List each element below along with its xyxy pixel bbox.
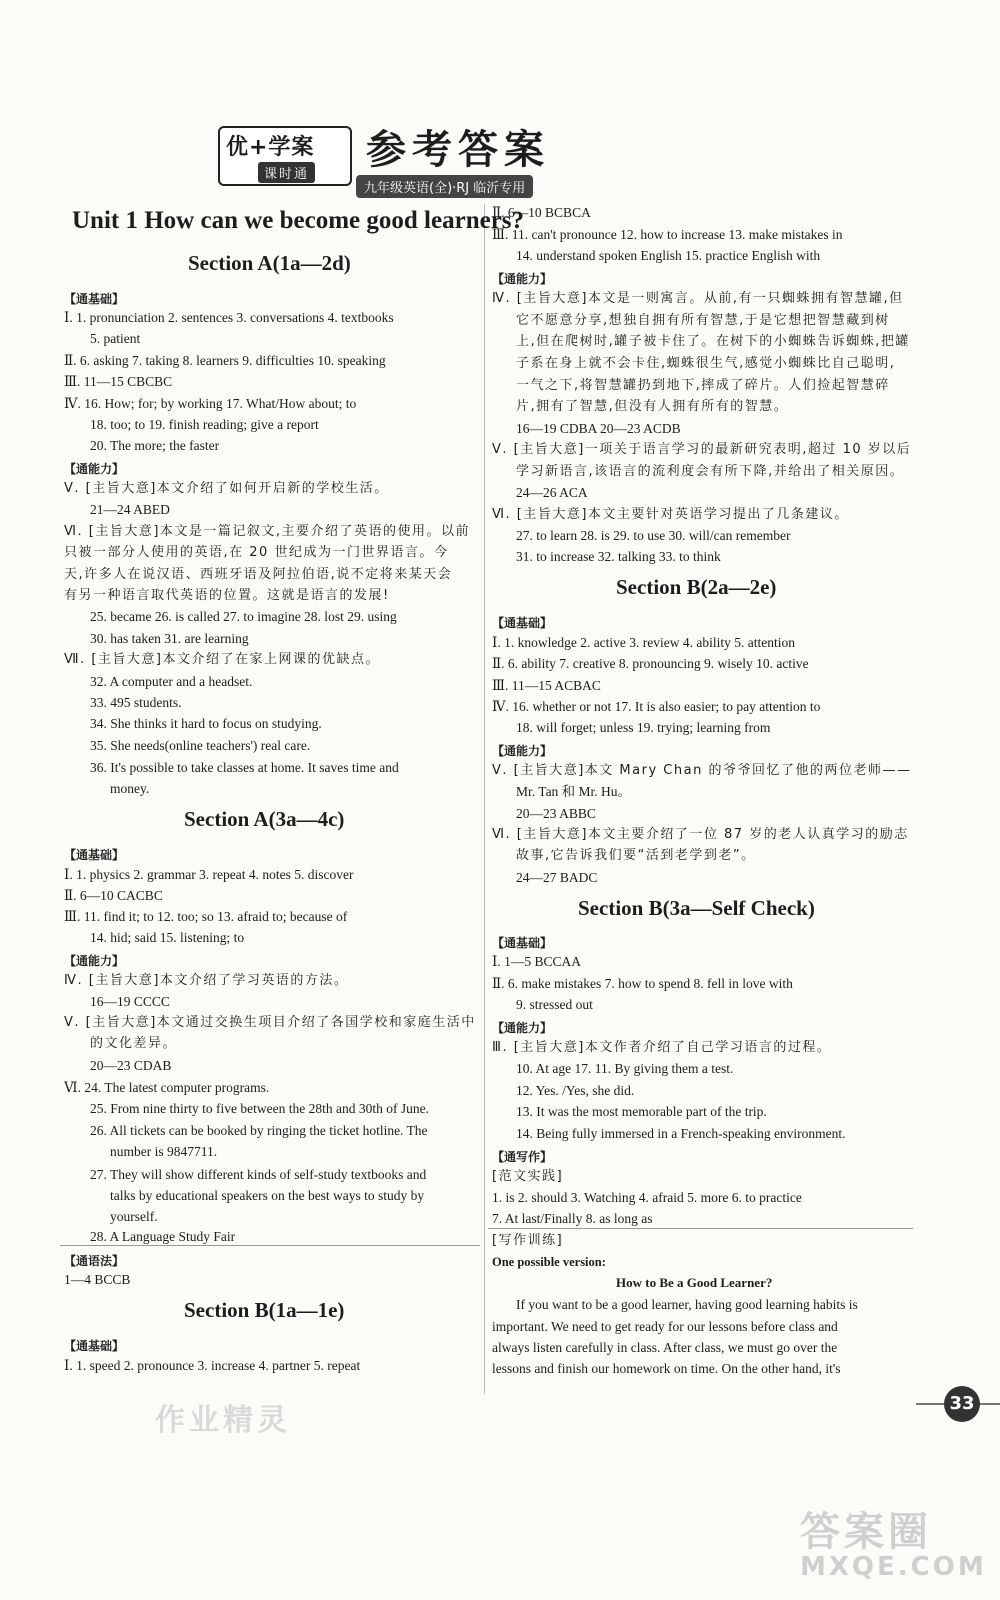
- section-heading: Section A(3a—4c): [184, 807, 345, 831]
- answer-line: Ⅵ. [主旨大意]本文主要针对英语学习提出了几条建议。: [492, 507, 849, 522]
- essay-line: If you want to be a good learner, having good learning habits is: [516, 1297, 858, 1312]
- answer-line: number is 9847711.: [110, 1144, 218, 1159]
- logo-subtext: 课时通: [258, 162, 315, 183]
- answer-line: 12. Yes. /Yes, she did.: [516, 1083, 635, 1098]
- watermark-bottom-right-url: MXQE.COM: [800, 1552, 987, 1582]
- section-heading: Section B(3a—Self Check): [578, 896, 815, 920]
- page-number: 33: [944, 1386, 980, 1422]
- answer-line: Ⅵ. [主旨大意]本文是一篇记叙文,主要介绍了英语的使用。以前: [64, 524, 471, 539]
- answer-line: Ⅲ. 11—15 CBCBC: [64, 374, 173, 389]
- answer-line: Ⅰ. 1. knowledge 2. active 3. review 4. ability 5. attention: [492, 635, 796, 650]
- answer-line: 20—23 ABBC: [516, 806, 596, 821]
- answer-line: 子系在身上就不会卡住,蜘蛛很生气,感觉小蜘蛛比自己聪明,: [516, 356, 896, 371]
- answer-line: One possible version:: [492, 1255, 606, 1269]
- answer-line: Ⅰ. 1. pronunciation 2. sentences 3. conversations 4. textbooks: [64, 310, 394, 325]
- unit-title: Unit 1 How can we become good learners?: [72, 207, 525, 234]
- page-title: 参考答案: [366, 127, 550, 173]
- answer-line: 18. will forget; unless 19. trying; learning from: [516, 720, 771, 735]
- answer-line: Ⅰ. 1—5 BCCAA: [492, 954, 581, 969]
- answer-line: 14. hid; said 15. listening; to: [90, 930, 245, 945]
- answer-line: 14. understand spoken English 15. practice English with: [516, 248, 821, 263]
- column-divider: [484, 204, 485, 1394]
- logo-text: 优+学案: [226, 135, 315, 160]
- page-subtitle: 九年级英语(全)·RJ 临沂专用: [356, 175, 533, 198]
- answer-line: 20. The more; the faster: [90, 438, 220, 453]
- divider: [488, 1228, 913, 1229]
- answer-line: 34. She thinks it hard to focus on studying.: [90, 716, 322, 731]
- answer-line: Ⅴ. [主旨大意]本文介绍了如何开启新的学校生活。: [64, 481, 389, 496]
- essay-line: lessons and finish our homework on time. On the other hand, it's: [492, 1361, 841, 1376]
- answer-line: Ⅲ. 11. can't pronounce 12. how to increase 13. make mistakes in: [492, 227, 843, 242]
- answer-line: 25. became 26. is called 27. to imagine 28. lost 29. using: [90, 609, 397, 624]
- answer-line: 16—19 CCCC: [90, 994, 170, 1009]
- category-label: 【通写作】: [492, 1150, 553, 1164]
- answer-line: Ⅴ. [主旨大意]一项关于语言学习的最新研究表明,超过 10 岁以后: [492, 442, 912, 457]
- category-label: 【通语法】: [64, 1254, 125, 1268]
- answer-line: 35. She needs(online teachers') real care.: [90, 738, 311, 753]
- answer-line: 26. All tickets can be booked by ringing the ticket hotline. The: [90, 1123, 428, 1138]
- answer-line: Ⅲ. 11. find it; to 12. too; so 13. afraid to; because of: [64, 909, 348, 924]
- answer-line: 1—4 BCCB: [64, 1272, 131, 1287]
- answer-line: 5. patient: [90, 331, 141, 346]
- section-heading: Section B(2a—2e): [616, 575, 777, 599]
- answer-line: Ⅳ. [主旨大意]本文介绍了学习英语的方法。: [64, 973, 349, 988]
- essay-line: always listen carefully in class. After class, we must go over the: [492, 1340, 838, 1355]
- answer-line: [写作训练]: [492, 1233, 564, 1248]
- answer-line: Ⅳ. 16. whether or not 17. It is also easier; to pay attention to: [492, 699, 821, 714]
- answer-line: 20—23 CDAB: [90, 1058, 172, 1073]
- answer-line: 片,拥有了智慧,但没有人拥有所有的智慧。: [516, 399, 789, 414]
- answer-line: Ⅱ. 6—10 BCBCA: [492, 205, 591, 220]
- answer-line: 27. to learn 28. is 29. to use 30. will/can remember: [516, 528, 791, 543]
- watermark-bottom-left: 作业精灵: [155, 1403, 291, 1438]
- answer-line: 天,许多人在说汉语、西班牙语及阿拉伯语,说不定将来某天会: [64, 567, 453, 582]
- category-label: 【通能力】: [64, 954, 125, 968]
- section-heading: Section A(1a—2d): [188, 251, 351, 275]
- category-label: 【通基础】: [64, 848, 125, 862]
- brand-logo: [218, 126, 352, 186]
- answer-line: 上,但在爬树时,罐子被卡住了。在树下的小蜘蛛告诉蜘蛛,把罐: [516, 334, 910, 349]
- answer-line: 24—26 ACA: [516, 485, 588, 500]
- answer-line: 7. At last/Finally 8. as long as: [492, 1211, 653, 1226]
- answer-line: 33. 495 students.: [90, 695, 182, 710]
- answer-line: 1. is 2. should 3. Watching 4. afraid 5. more 6. to practice: [492, 1190, 802, 1205]
- answer-line: yourself.: [110, 1209, 158, 1224]
- answer-line: 16—19 CDBA 20—23 ACDB: [516, 421, 681, 436]
- section-heading: Section B(1a—1e): [184, 1298, 345, 1322]
- answer-line: 24—27 BADC: [516, 870, 598, 885]
- answer-line: 21—24 ABED: [90, 502, 170, 517]
- answer-line: 27. They will show different kinds of self-study textbooks and: [90, 1167, 427, 1182]
- category-label: 【通基础】: [492, 936, 553, 950]
- answer-line: Ⅴ. [主旨大意]本文 Mary Chan 的爷爷回忆了他的两位老师——: [492, 763, 912, 778]
- answer-line: 只被一部分人使用的英语,在 20 世纪成为一门世界语言。今: [64, 545, 449, 560]
- essay-line: important. We need to get ready for our lessons before class and: [492, 1319, 838, 1334]
- answer-line: 它不愿意分享,想独自拥有所有智慧,于是它想把智慧藏到树: [516, 313, 890, 328]
- divider: [60, 1245, 480, 1246]
- answer-line: 有另一种语言取代英语的位置。这就是语言的发展!: [64, 588, 390, 603]
- answer-line: 30. has taken 31. are learning: [90, 631, 249, 646]
- answer-line: 25. From nine thirty to five between the 28th and 30th of June.: [90, 1101, 429, 1116]
- page-header: [218, 118, 578, 196]
- answer-line: 的文化差异。: [90, 1036, 178, 1051]
- answer-line: 学习新语言,该语言的流利度会有所下降,并给出了相关原因。: [516, 464, 905, 479]
- answer-line: Ⅲ. [主旨大意]本文作者介绍了自己学习语言的过程。: [492, 1040, 832, 1055]
- answer-line: 故事,它告诉我们要“活到老学到老”。: [516, 848, 756, 863]
- category-label: 【通能力】: [492, 744, 553, 758]
- answer-line: Ⅵ. [主旨大意]本文主要介绍了一位 87 岁的老人认真学习的励志: [492, 827, 909, 842]
- answer-line: Ⅱ. 6. ability 7. creative 8. pronouncing 9. wisely 10. active: [492, 656, 809, 671]
- answer-line: 10. At age 17. 11. By giving them a test.: [516, 1061, 734, 1076]
- answer-line: 32. A computer and a headset.: [90, 674, 253, 689]
- answer-line: 13. It was the most memorable part of the trip.: [516, 1104, 767, 1119]
- category-label: 【通基础】: [64, 292, 125, 306]
- answer-line: Ⅵ. 24. The latest computer programs.: [64, 1080, 270, 1095]
- answer-line: Ⅰ. 1. physics 2. grammar 3. repeat 4. notes 5. discover: [64, 867, 354, 882]
- answer-line: Ⅴ. [主旨大意]本文通过交换生项目介绍了各国学校和家庭生活中: [64, 1015, 476, 1030]
- answer-line: Ⅱ. 6—10 CACBC: [64, 888, 163, 903]
- answer-line: 14. Being fully immersed in a French-speaking environment.: [516, 1126, 846, 1141]
- answer-line: [范文实践]: [492, 1169, 564, 1184]
- answer-line: money.: [110, 781, 150, 796]
- answer-line: 一气之下,将智慧罐扔到地下,摔成了碎片。人们捡起智慧碎: [516, 378, 890, 393]
- category-label: 【通能力】: [64, 462, 125, 476]
- answer-line: Ⅳ. 16. How; for; by working 17. What/How about; to: [64, 396, 357, 411]
- category-label: 【通基础】: [492, 616, 553, 630]
- answer-line: talks by educational speakers on the best ways to study by: [110, 1188, 425, 1203]
- answer-line: 31. to increase 32. talking 33. to think: [516, 549, 721, 564]
- category-label: 【通基础】: [64, 1339, 125, 1353]
- answer-line: Ⅰ. 1. speed 2. pronounce 3. increase 4. partner 5. repeat: [64, 1358, 361, 1373]
- answer-line: Mr. Tan 和 Mr. Hu。: [516, 784, 632, 799]
- answer-line: Ⅲ. 11—15 ACBAC: [492, 678, 601, 693]
- answer-line: Ⅱ. 6. asking 7. taking 8. learners 9. difficulties 10. speaking: [64, 353, 386, 368]
- watermark-bottom-right: 答案圈: [800, 1509, 932, 1555]
- answer-line: 36. It's possible to take classes at home. It saves time and: [90, 760, 399, 775]
- answer-line: Ⅱ. 6. make mistakes 7. how to spend 8. fell in love with: [492, 976, 793, 991]
- category-label: 【通能力】: [492, 1021, 553, 1035]
- answer-line: Ⅳ. [主旨大意]本文是一则寓言。从前,有一只蜘蛛拥有智慧罐,但: [492, 291, 904, 306]
- answer-line: 18. too; to 19. finish reading; give a report: [90, 417, 319, 432]
- essay-title: How to Be a Good Learner?: [616, 1275, 773, 1290]
- answer-line: 28. A Language Study Fair: [90, 1229, 236, 1244]
- answer-line: 9. stressed out: [516, 997, 593, 1012]
- category-label: 【通能力】: [492, 272, 553, 286]
- answer-line: Ⅶ. [主旨大意]本文介绍了在家上网课的优缺点。: [64, 652, 380, 667]
